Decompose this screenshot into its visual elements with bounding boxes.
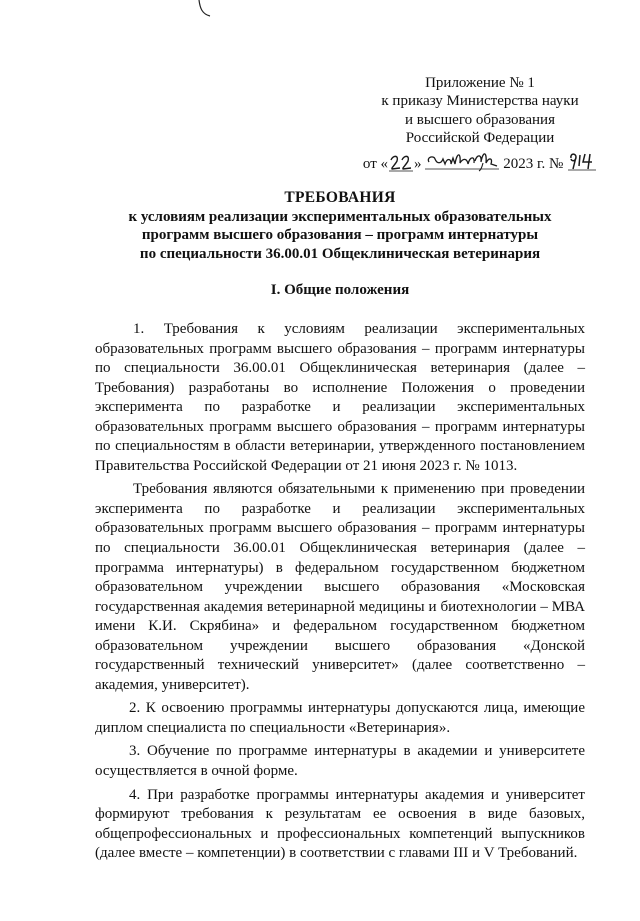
handwritten-month [425, 148, 503, 172]
scan-artifact-mark [196, 0, 220, 20]
title-line-2: программ высшего образования – программ интернатуры [141, 227, 539, 244]
date-year-number: 2023 г. № [503, 155, 564, 172]
document-body [95, 320, 585, 868]
handwritten-order-number [567, 150, 597, 172]
paragraph-3: 2. К освоению программы интернатуры допускаются лица, имеющие диплом специалиста по специальности «Ветеринария». [95, 700, 585, 736]
appendix-order-ref: к приказу Министерства науки [381, 93, 579, 110]
appendix-header [330, 74, 630, 173]
title-main: ТРЕБОВАНИЯ [284, 189, 396, 206]
appendix-number: Приложение № 1 [425, 75, 535, 91]
section-heading: I. Общие положения [270, 282, 410, 298]
date-quote-close: » [414, 155, 422, 172]
handwritten-day [388, 152, 414, 172]
appendix-country-line: Российской Федерации [405, 130, 555, 147]
appendix-ministry-line: и высшего образования [405, 111, 555, 128]
paragraph-5: 4. При разработке программы интернатуры академия и университет формируют требования к результатам ее освоения в виде базовых, общепрофессиональных и профессиональных компетенций выпускников (далее вместе – компетенции) в соответствии с главами III и V Требований. [95, 786, 585, 862]
date-prefix: от « [362, 155, 389, 172]
appendix-date-line [330, 148, 630, 173]
title-line-3: по специальности 36.00.01 Общеклиническая ветеринария [139, 245, 541, 262]
paragraph-2: Требования являются обязательными к применению при проведении эксперимента по разработке и реализации экспериментальных образовательных программ высшего образования – программ интернатуры по специальности 36.00.01 Общеклиническая ветеринария (далее – программа интернатуры) в федеральном государственном бюджетном образовательном учреждении высшего образования «Московская государственная академия ветеринарной медицины и биотехнологии – МВА имени К.И. Скрябина» и федеральном государственном бюджетном образовательном учреждении высшего образования «Донской государственный технический университет» (далее соответственно – академия, университет). [95, 481, 585, 693]
title-line-1: к условиям реализации экспериментальных образовательных [128, 208, 552, 225]
paragraph-1: 1. Требования к условиям реализации экспериментальных образовательных программ высшего образования – программ интернатуры по специальности 36.00.01 Общеклиническая ветеринария (далее – Требования) разработаны во исполнение Положения о проведении эксперимента по разработке и реализации экспериментальных образовательных программ высшего образования – программ интернатуры по специальностям в области ветеринарии, утвержденного постановлением Правительства Российской Федерации от 21 июня 2023 г. № 1013. [95, 321, 585, 474]
paragraph-4: 3. Обучение по программе интернатуры в академии и университете осуществляется в очной форме. [95, 743, 585, 780]
document-title [40, 189, 640, 263]
